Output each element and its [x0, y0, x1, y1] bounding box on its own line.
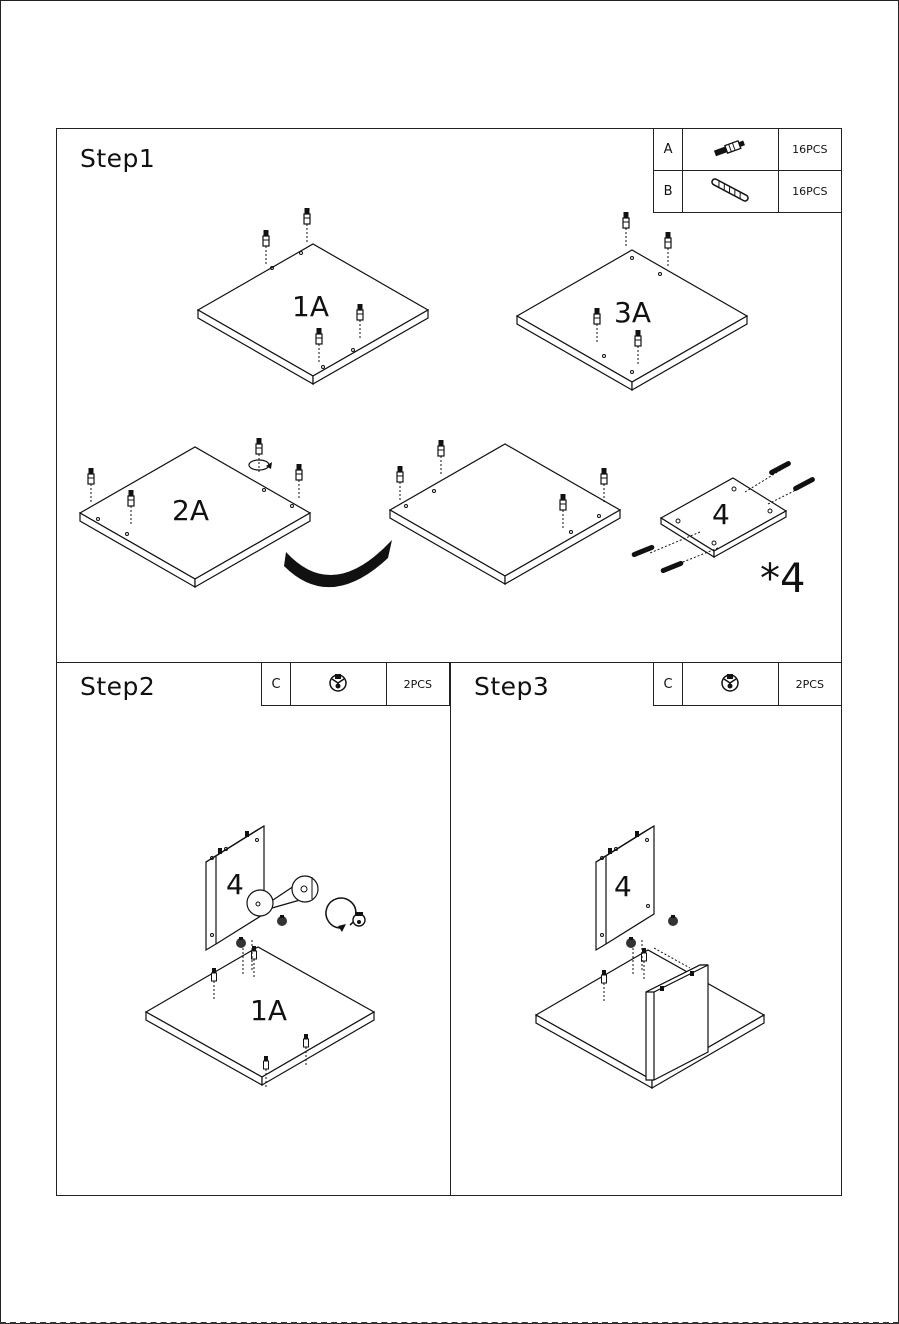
panel-label-4: 4: [712, 498, 730, 531]
panel-label-2a: 2A: [172, 494, 209, 527]
step3-title: Step3: [474, 672, 550, 701]
step2-title: Step2: [80, 672, 156, 701]
panel-label-1a: 1A: [250, 994, 287, 1027]
part-qty: 16PCS: [778, 171, 841, 213]
part-qty: 16PCS: [778, 129, 841, 171]
step3-assembly-drawing: [536, 826, 764, 1088]
part-code: C: [654, 663, 683, 706]
panel-label-1a: 1A: [292, 290, 329, 323]
part-qty: 2PCS: [778, 663, 841, 706]
panel-label-4: 4: [614, 870, 632, 903]
part-qty: 2PCS: [386, 663, 449, 706]
panel-label-4: 4: [226, 868, 244, 901]
quantity-multiplier: *4: [760, 556, 806, 602]
part-code: B: [654, 171, 683, 213]
step1-title: Step1: [80, 144, 156, 173]
part-code: C: [262, 663, 291, 706]
part-code: A: [654, 129, 683, 171]
panel-label-3a: 3A: [614, 296, 651, 329]
